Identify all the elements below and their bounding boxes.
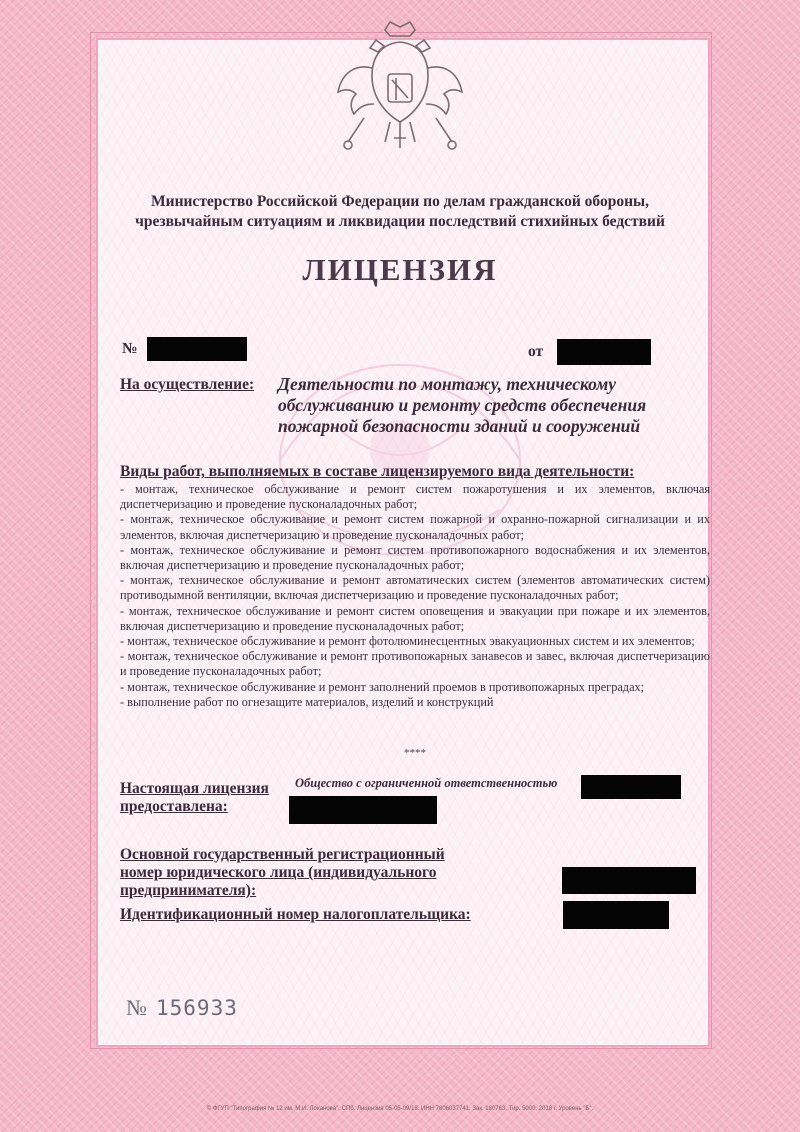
works-heading: Виды работ, выполняемых в составе лицензируемого вида деятельности: — [120, 463, 635, 480]
coat-of-arms-icon — [330, 18, 470, 168]
list-item: - монтаж, техническое обслуживание и ремонт противопожарных занавесов и завес, включая диспетчеризацию и проведение пусконаладочных работ; — [120, 649, 710, 679]
inn-label: Идентификационный номер налогоплательщика: — [120, 906, 471, 923]
redacted-ogrn-value — [562, 867, 696, 894]
organization-form: Общество с ограниченной ответственностью — [295, 776, 558, 790]
list-item: - монтаж, техническое обслуживание и ремонт систем оповещения и эвакуации при пожаре и их элементов, включая диспетчеризацию и проведение пусконаладочных работ; — [120, 603, 710, 633]
ministry-line-1: Министерство Российской Федерации по делам гражданской обороны, — [151, 193, 649, 210]
redacted-license-number — [147, 337, 247, 361]
list-item: - монтаж, техническое обслуживание и ремонт систем пожарной и охранно-пожарной сигнализации и их элементов, включая диспетчеризацию и проведение пусконаладочных работ; — [120, 512, 710, 542]
ogrn-label-line-3: предпринимателя): — [120, 882, 257, 899]
license-number-label: № — [122, 340, 138, 357]
list-item: - монтаж, техническое обслуживание и ремонт систем противопожарного водоснабжения и их элементов, включая диспетчеризацию и проведение пусконаладочных работ; — [120, 542, 710, 573]
list-end-mark: **** — [404, 747, 426, 759]
serial-value: 156933 — [156, 996, 238, 1020]
redacted-organization-name-cont — [289, 796, 437, 824]
redacted-inn-value — [563, 901, 669, 929]
redacted-license-date — [557, 339, 651, 365]
document-title: ЛИЦЕНЗИЯ — [302, 252, 498, 287]
list-item: - монтаж, техническое обслуживание и ремонт систем пожаротушения и их элементов, включая диспетчеризацию и проведение пусконаладочных работ; — [120, 482, 710, 512]
license-date-label: от — [528, 343, 544, 360]
activity-label: На осуществление: — [120, 376, 255, 393]
redacted-organization-name — [581, 775, 681, 799]
granted-label-line-2: предоставлена: — [120, 798, 228, 815]
ogrn-label — [120, 846, 445, 900]
ministry-header — [110, 192, 690, 232]
printer-imprint: © ФГУП "Типография № 12 им. М.И. Лоханова". СПб. Лицензия 05-05-09/18. ИНН 7806037741. Зак. 180763. Тир. 5000. 2018 г. Уровень "Б". — [206, 1106, 594, 1112]
granted-label-line-1: Настоящая лицензия — [120, 780, 269, 797]
list-item: - монтаж, техническое обслуживание и ремонт заполнений проемов в противопожарных преградах; — [120, 679, 645, 694]
list-item: - монтаж, техническое обслуживание и ремонт фотолюминесцентных эвакуационных систем и их элементов; — [120, 634, 695, 649]
works-list — [120, 482, 710, 710]
serial-prefix: № — [126, 995, 148, 1020]
ogrn-label-line-1: Основной государственный регистрационный — [120, 846, 445, 863]
list-item: - монтаж, техническое обслуживание и ремонт автоматических систем (элементов автоматических систем) противодымной вентиляции, включая диспетчеризацию и проведение пусконаладочных работ; — [120, 573, 710, 603]
list-item: - выполнение работ по огнезащите материалов, изделий и конструкций — [120, 694, 494, 709]
ministry-line-2: чрезвычайным ситуациям и ликвидации последствий стихийных бедствий — [135, 213, 665, 230]
ogrn-label-line-2: номер юридического лица (индивидуального — [120, 864, 437, 881]
blank-serial-number — [126, 995, 238, 1021]
granted-label — [120, 780, 269, 816]
activity-description: Деятельности по монтажу, техническому обслуживанию и ремонту средств обеспечения пожарной безопасности зданий и сооружений — [278, 374, 647, 436]
